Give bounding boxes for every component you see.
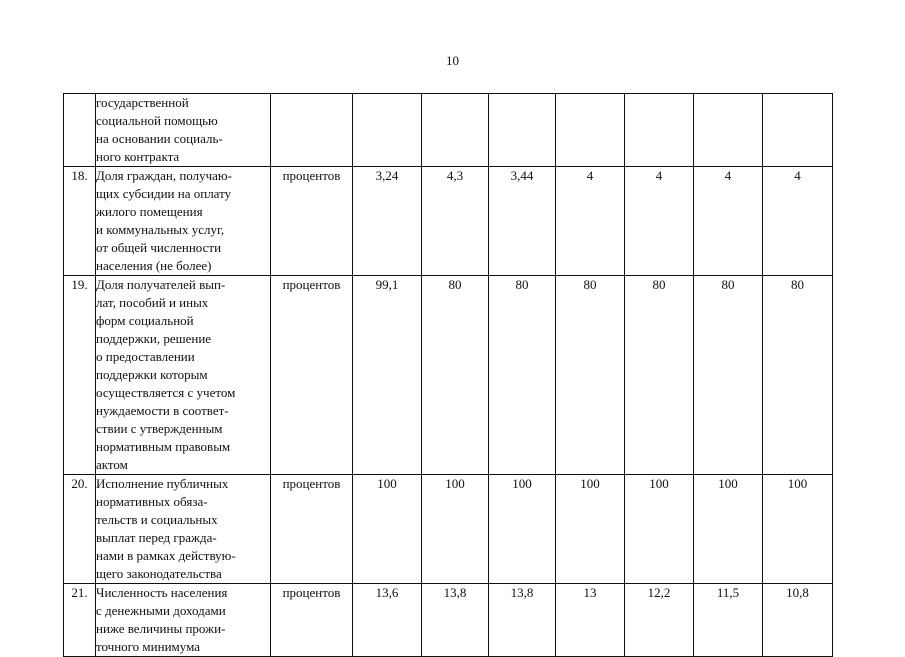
value-cell: 13 <box>556 584 625 657</box>
value-cell: 80 <box>422 276 489 475</box>
row-number: 19. <box>64 276 96 475</box>
table-row <box>64 167 833 276</box>
value-cell <box>625 94 694 167</box>
value-cell: 4 <box>625 167 694 276</box>
value-cell: 100 <box>694 475 763 584</box>
value-cell: 13,8 <box>422 584 489 657</box>
unit-cell: процентов <box>271 584 353 657</box>
table-row <box>64 94 833 167</box>
value-cell <box>422 94 489 167</box>
value-cell: 4 <box>694 167 763 276</box>
value-cell: 100 <box>422 475 489 584</box>
value-cell: 11,5 <box>694 584 763 657</box>
value-cell: 100 <box>556 475 625 584</box>
row-number <box>64 94 96 167</box>
value-cell: 3,44 <box>489 167 556 276</box>
unit-cell <box>271 94 353 167</box>
unit-cell: процентов <box>271 276 353 475</box>
value-cell: 12,2 <box>625 584 694 657</box>
value-cell: 4 <box>763 167 833 276</box>
row-number: 20. <box>64 475 96 584</box>
value-cell: 100 <box>625 475 694 584</box>
unit-cell: процентов <box>271 167 353 276</box>
value-cell: 4,3 <box>422 167 489 276</box>
value-cell: 13,8 <box>489 584 556 657</box>
indicators-table <box>63 93 833 657</box>
value-cell <box>694 94 763 167</box>
unit-cell: процентов <box>271 475 353 584</box>
value-cell: 80 <box>763 276 833 475</box>
value-cell <box>763 94 833 167</box>
value-cell: 80 <box>489 276 556 475</box>
value-cell: 80 <box>625 276 694 475</box>
table-row <box>64 276 833 475</box>
indicator-name: Численность населения с денежными доходами ниже величины прожи- точного минимума <box>96 584 271 657</box>
value-cell: 99,1 <box>353 276 422 475</box>
value-cell: 80 <box>694 276 763 475</box>
value-cell: 100 <box>353 475 422 584</box>
indicator-name: государственной социальной помощью на основании социаль- ного контракта <box>96 94 271 167</box>
row-number: 18. <box>64 167 96 276</box>
table-row <box>64 584 833 657</box>
value-cell: 100 <box>763 475 833 584</box>
value-cell <box>353 94 422 167</box>
value-cell <box>489 94 556 167</box>
value-cell: 3,24 <box>353 167 422 276</box>
indicator-name: Исполнение публичных нормативных обяза- тельств и социальных выплат перед гражда- нами в рамках действую- щего законодательства <box>96 475 271 584</box>
row-number: 21. <box>64 584 96 657</box>
indicator-name: Доля получателей вып- лат, пособий и иных форм социальной поддержки, решение о предоставлении поддержки которым осуществляется с учетом нуждаемости в соответ- ствии с утвержденным нормативным правовым актом <box>96 276 271 475</box>
page-number: 10 <box>446 53 459 68</box>
value-cell: 100 <box>489 475 556 584</box>
indicator-name: Доля граждан, получаю- щих субсидии на оплату жилого помещения и коммунальных услуг, от общей численности населения (не более) <box>96 167 271 276</box>
table-row <box>64 475 833 584</box>
value-cell <box>556 94 625 167</box>
value-cell: 10,8 <box>763 584 833 657</box>
value-cell: 80 <box>556 276 625 475</box>
value-cell: 13,6 <box>353 584 422 657</box>
value-cell: 4 <box>556 167 625 276</box>
